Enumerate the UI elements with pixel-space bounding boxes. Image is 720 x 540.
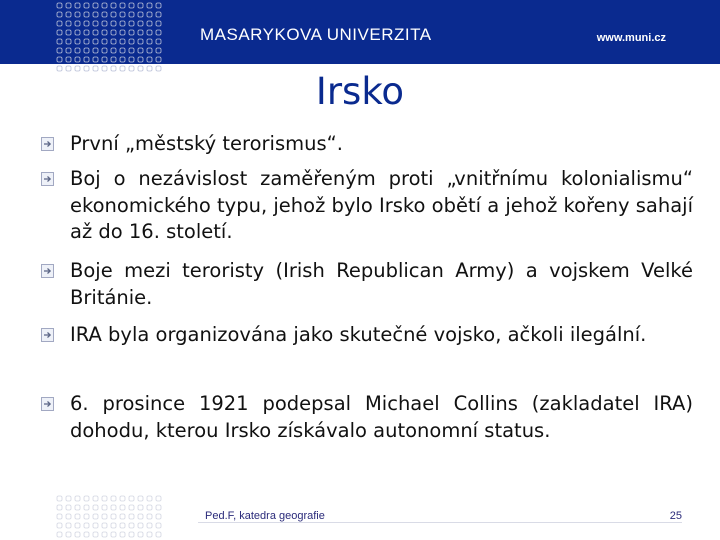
bullet-marker-icon xyxy=(41,137,54,151)
grid-dot xyxy=(57,3,62,8)
grid-dot xyxy=(138,514,143,519)
grid-dot xyxy=(111,39,116,44)
grid-dot xyxy=(138,39,143,44)
grid-dot xyxy=(156,48,161,53)
grid-dot xyxy=(66,505,71,510)
grid-dot xyxy=(93,12,98,17)
grid-dot xyxy=(93,3,98,8)
grid-dot xyxy=(84,57,89,62)
grid-dot xyxy=(129,3,134,8)
grid-dot xyxy=(138,57,143,62)
bullet-text: IRA byla organizována jako skutečné vojsko, ačkoli ilegální. xyxy=(70,323,647,346)
grid-dot xyxy=(147,505,152,510)
grid-dot xyxy=(120,496,125,501)
grid-dot xyxy=(75,21,80,26)
grid-dot xyxy=(129,496,134,501)
grid-dot xyxy=(75,30,80,35)
grid-dot xyxy=(111,12,116,17)
grid-dot xyxy=(84,30,89,35)
grid-dot xyxy=(66,12,71,17)
grid-dot xyxy=(111,3,116,8)
grid-dot xyxy=(120,21,125,26)
bullet-marker-icon xyxy=(41,328,54,342)
grid-dot xyxy=(57,39,62,44)
bullet-item xyxy=(41,258,693,311)
grid-dot xyxy=(156,505,161,510)
grid-dot xyxy=(120,12,125,17)
grid-dot xyxy=(57,48,62,53)
grid-dot xyxy=(147,21,152,26)
grid-dot xyxy=(66,39,71,44)
bullet-text: Boj o nezávislost zaměřeným proti „vnitřnímu kolonialismu“ ekonomického typu, jehož bylo Irsko obětí a jehož kořeny sahají až do 16. století. xyxy=(70,167,693,243)
grid-dot xyxy=(147,3,152,8)
grid-dot xyxy=(102,39,107,44)
grid-dot xyxy=(66,3,71,8)
grid-dot xyxy=(129,505,134,510)
footer-text: Ped.F, katedra geografie xyxy=(205,510,325,522)
grid-dot xyxy=(102,21,107,26)
grid-dot xyxy=(138,523,143,528)
grid-dot xyxy=(138,21,143,26)
grid-dot xyxy=(129,57,134,62)
grid-dot xyxy=(138,48,143,53)
grid-dot xyxy=(156,39,161,44)
grid-dot xyxy=(57,505,62,510)
grid-dot xyxy=(120,514,125,519)
dot-grid-bottom-svg xyxy=(52,493,167,540)
grid-dot xyxy=(120,505,125,510)
grid-dot xyxy=(120,30,125,35)
grid-dot xyxy=(147,496,152,501)
bullet-text: 6. prosince 1921 podepsal Michael Collins (zakladatel IRA) dohodu, kterou Irsko získávalo autonomní status. xyxy=(70,392,693,442)
grid-dot xyxy=(84,496,89,501)
grid-dot xyxy=(75,496,80,501)
grid-dot xyxy=(84,3,89,8)
grid-dot xyxy=(93,30,98,35)
grid-dot xyxy=(102,57,107,62)
grid-dot xyxy=(129,523,134,528)
grid-dot xyxy=(102,3,107,8)
grid-dot xyxy=(93,496,98,501)
grid-dot xyxy=(156,523,161,528)
university-name: MASARYKOVA UNIVERZITA xyxy=(200,25,432,44)
grid-dot xyxy=(129,514,134,519)
grid-dot xyxy=(93,21,98,26)
grid-dot xyxy=(57,30,62,35)
grid-dot xyxy=(84,39,89,44)
grid-dot xyxy=(75,3,80,8)
grid-dot xyxy=(66,514,71,519)
grid-dot xyxy=(156,21,161,26)
grid-dot xyxy=(156,514,161,519)
grid-dot xyxy=(84,532,89,537)
grid-dot xyxy=(156,532,161,537)
grid-dot xyxy=(84,21,89,26)
grid-dot xyxy=(111,21,116,26)
grid-dot xyxy=(138,505,143,510)
grid-dot xyxy=(120,3,125,8)
grid-dot xyxy=(93,505,98,510)
grid-dot xyxy=(57,12,62,17)
grid-dot xyxy=(66,57,71,62)
grid-dot xyxy=(75,12,80,17)
grid-dot xyxy=(147,532,152,537)
grid-dot xyxy=(57,21,62,26)
grid-dot xyxy=(93,48,98,53)
bullet-text: Boje mezi teroristy (Irish Republican Army) a vojskem Velké Británie. xyxy=(70,259,693,309)
grid-dot xyxy=(93,514,98,519)
grid-dot xyxy=(93,523,98,528)
grid-dot xyxy=(111,523,116,528)
grid-dot xyxy=(102,496,107,501)
grid-dot xyxy=(120,532,125,537)
grid-dot xyxy=(66,48,71,53)
university-url[interactable]: www.muni.cz xyxy=(596,32,666,44)
slide-title: Irsko xyxy=(315,70,405,113)
grid-dot xyxy=(57,57,62,62)
grid-dot xyxy=(147,39,152,44)
grid-dot xyxy=(138,12,143,17)
bullet-marker-icon xyxy=(41,397,54,411)
grid-dot xyxy=(75,532,80,537)
grid-dot xyxy=(102,30,107,35)
grid-dot xyxy=(102,505,107,510)
grid-dot xyxy=(66,30,71,35)
grid-dot xyxy=(111,514,116,519)
grid-dot xyxy=(111,496,116,501)
grid-dot xyxy=(129,12,134,17)
grid-dot xyxy=(156,3,161,8)
grid-dot xyxy=(102,532,107,537)
bullet-item xyxy=(41,166,693,246)
grid-dot xyxy=(84,514,89,519)
grid-dot xyxy=(93,39,98,44)
bullet-item xyxy=(41,322,693,349)
grid-dot xyxy=(138,496,143,501)
dot-grid-top-svg xyxy=(52,0,167,78)
grid-dot xyxy=(120,39,125,44)
grid-dot xyxy=(147,514,152,519)
footer-divider xyxy=(198,522,682,523)
grid-dot xyxy=(156,57,161,62)
grid-dot xyxy=(102,523,107,528)
grid-dot xyxy=(75,514,80,519)
grid-dot xyxy=(138,532,143,537)
grid-dot xyxy=(111,505,116,510)
grid-dot xyxy=(129,21,134,26)
grid-dot xyxy=(147,57,152,62)
grid-dot xyxy=(147,30,152,35)
grid-dot xyxy=(156,496,161,501)
grid-dot xyxy=(57,514,62,519)
grid-dot xyxy=(120,523,125,528)
bullet-text: První „městský terorismus“. xyxy=(70,132,343,155)
grid-dot xyxy=(57,496,62,501)
grid-dot xyxy=(111,48,116,53)
grid-dot xyxy=(147,12,152,17)
grid-dot xyxy=(75,523,80,528)
grid-dot xyxy=(156,30,161,35)
bullet-marker-icon xyxy=(41,172,54,186)
grid-dot xyxy=(102,514,107,519)
grid-dot xyxy=(102,48,107,53)
grid-dot xyxy=(120,57,125,62)
grid-dot xyxy=(75,57,80,62)
grid-dot xyxy=(129,532,134,537)
dot-grid-bottom-decoration xyxy=(52,493,167,540)
grid-dot xyxy=(75,48,80,53)
grid-dot xyxy=(156,12,161,17)
dot-grid-top-decoration xyxy=(52,0,167,78)
grid-dot xyxy=(93,57,98,62)
bullet-marker-icon xyxy=(41,264,54,278)
grid-dot xyxy=(147,48,152,53)
grid-dot xyxy=(129,30,134,35)
grid-dot xyxy=(84,505,89,510)
grid-dot xyxy=(102,12,107,17)
grid-dot xyxy=(66,523,71,528)
bullet-item xyxy=(41,391,693,444)
grid-dot xyxy=(84,48,89,53)
grid-dot xyxy=(66,21,71,26)
grid-dot xyxy=(111,30,116,35)
grid-dot xyxy=(138,30,143,35)
grid-dot xyxy=(66,532,71,537)
grid-dot xyxy=(111,57,116,62)
grid-dot xyxy=(84,523,89,528)
page-number: 25 xyxy=(669,510,682,522)
bullet-item xyxy=(41,131,693,158)
grid-dot xyxy=(66,496,71,501)
grid-dot xyxy=(84,12,89,17)
grid-dot xyxy=(129,39,134,44)
grid-dot xyxy=(138,3,143,8)
grid-dot xyxy=(93,532,98,537)
grid-dot xyxy=(75,505,80,510)
grid-dot xyxy=(111,532,116,537)
grid-dot xyxy=(147,523,152,528)
grid-dot xyxy=(120,48,125,53)
grid-dot xyxy=(129,48,134,53)
grid-dot xyxy=(57,532,62,537)
grid-dot xyxy=(75,39,80,44)
grid-dot xyxy=(57,523,62,528)
